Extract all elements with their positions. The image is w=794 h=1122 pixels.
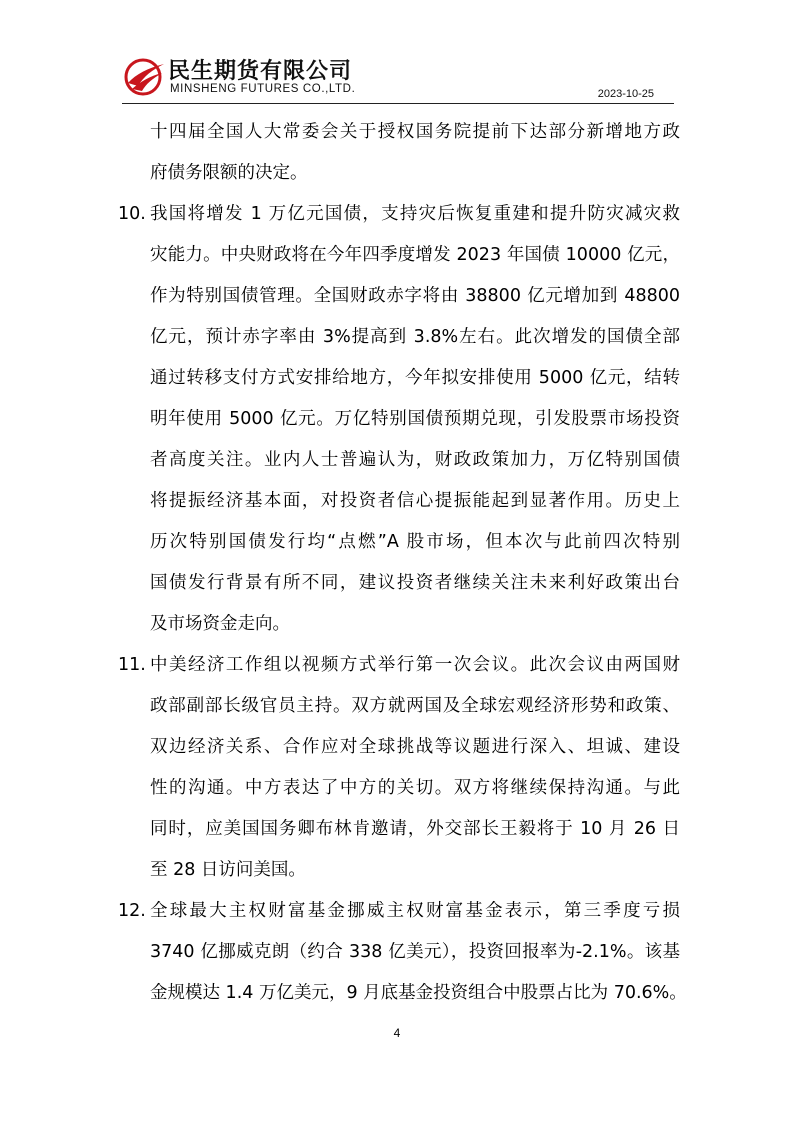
text-line: 至 28 日访问美国。 <box>150 860 306 880</box>
text-line: 及市场资金走向。 <box>150 614 290 634</box>
page-header <box>122 50 674 104</box>
text-line: 历次特别国债发行均“点燃”A 股市场，但本次与此前四次特别 <box>150 532 680 552</box>
text-line: 通过转移支付方式安排给地方，今年拟安排使用 5000 亿元，结转 <box>150 368 680 388</box>
text-line: 府债务限额的决定。 <box>150 163 308 183</box>
company-name-cn: 民生期货有限公司 <box>168 59 353 84</box>
list-item-10 <box>0 194 794 645</box>
text-line: 将提振经济基本面，对投资者信心提振能起到显著作用。历史上 <box>150 491 680 511</box>
report-date: 2023-10-25 <box>597 88 654 100</box>
text-line: 我国将增发 1 万亿元国债，支持灾后恢复重建和提升防灾减灾救 <box>150 204 680 224</box>
text-line: 灾能力。中央财政将在今年四季度增发 2023 年国债 10000 亿元， <box>150 245 680 265</box>
text-line: 亿元，预计赤字率由 3%提高到 3.8%左右。此次增发的国债全部 <box>150 327 680 347</box>
text-line: 者高度关注。业内人士普遍认为，财政政策加力，万亿特别国债 <box>150 450 680 470</box>
item-number: 12. <box>118 901 146 921</box>
company-name-en: MINSHENG FUTURES CO.,LTD. <box>170 83 356 95</box>
text-line: 金规模达 1.4 万亿美元，9 月底基金投资组合中股票占比为 70.6%。 <box>150 983 687 1003</box>
text-line: 明年使用 5000 亿元。万亿特别国债预期兑现，引发股票市场投资 <box>150 409 680 429</box>
text-line: 全球最大主权财富基金挪威主权财富基金表示，第三季度亏损 <box>150 901 680 921</box>
text-line: 作为特别国债管理。全国财政赤字将由 38800 亿元增加到 48800 <box>150 286 680 306</box>
text-line: 国债发行背景有所不同，建议投资者继续关注未来利好政策出台 <box>150 573 680 593</box>
text-line: 性的沟通。中方表达了中方的关切。双方将继续保持沟通。与此 <box>150 778 680 798</box>
continuation-paragraph <box>0 112 794 194</box>
document-body <box>0 112 794 1014</box>
text-line: 同时，应美国国务卿布林肯邀请，外交部长王毅将于 10 月 26 日 <box>150 819 680 839</box>
page-number: 4 <box>393 1026 401 1040</box>
header-divider <box>122 103 674 104</box>
text-line: 十四届全国人大常委会关于授权国务院提前下达部分新增地方政 <box>150 122 680 142</box>
item-number: 11. <box>118 655 146 675</box>
text-line: 政部副部长级官员主持。双方就两国及全球宏观经济形势和政策、 <box>150 696 680 716</box>
text-line: 3740 亿挪威克朗（约合 338 亿美元），投资回报率为-2.1%。该基 <box>150 942 680 962</box>
text-line: 双边经济关系、合作应对全球挑战等议题进行深入、坦诚、建设 <box>150 737 680 757</box>
item-number: 10. <box>118 204 146 224</box>
list-item-11 <box>0 645 794 891</box>
text-line: 中美经济工作组以视频方式举行第一次会议。此次会议由两国财 <box>150 655 680 675</box>
list-item-12 <box>0 891 794 1014</box>
minsheng-logo-icon <box>122 56 166 96</box>
